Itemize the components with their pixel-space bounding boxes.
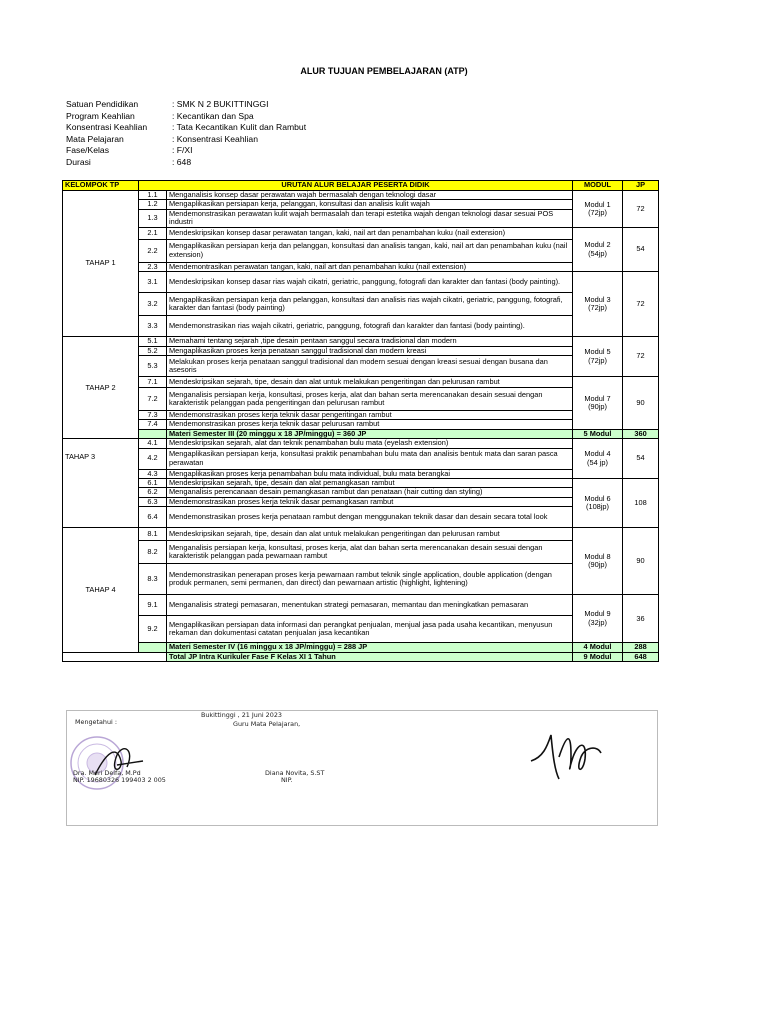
meta-key: Konsentrasi Keahlian	[66, 122, 148, 132]
total-label: Total JP Intra Kurikuler Fase F Kelas XI 1 Tahun	[167, 652, 573, 661]
tp-text: Mendemonstrasikan rias wajah cikatri, geriatric, panggung, fotografi dan karakter dan fantasi (body painting).	[167, 316, 573, 337]
tp-number: 3.2	[139, 293, 167, 316]
table-row	[63, 209, 659, 227]
summary-modul: 4 Modul	[573, 643, 623, 652]
meta-value: : 648	[172, 156, 192, 167]
page-title: ALUR TUJUAN PEMBELAJARAN (ATP)	[300, 66, 468, 76]
jp-cell: 72	[623, 191, 659, 228]
modul-name: Modul 7	[584, 393, 611, 403]
table-row	[63, 564, 659, 595]
summary-spacer	[139, 643, 167, 652]
total-spacer	[63, 652, 167, 661]
tp-text: Mendeskripsikan konsep dasar perawatan tangan, kaki, nail art dan penambahan kuku (nail extension)	[167, 227, 573, 239]
modul-cell	[573, 337, 623, 377]
meta-row	[66, 157, 306, 169]
modul-jp: (54 jp)	[587, 457, 608, 467]
table-row	[63, 616, 659, 643]
tp-text: Mendemonstrasikan penerapan proses kerja pewarnaan rambut teknik single application, double application (dengan produk permanen, semi permanen, dan direct) dan pewarnaan artistic (highlight, lightening)	[167, 564, 573, 595]
modul-cell	[573, 272, 623, 337]
modul-name: Modul 5	[584, 347, 611, 357]
meta-value: : SMK N 2 BUKITTINGGI	[172, 99, 269, 109]
table-row	[63, 239, 659, 262]
tp-number: 5.3	[139, 356, 167, 377]
modul-jp: (32jp)	[588, 617, 607, 627]
modul-cell	[573, 528, 623, 595]
header-modul: MODUL	[573, 181, 623, 191]
total-jp: 648	[623, 652, 659, 661]
table-row	[63, 356, 659, 377]
tp-number: 4.2	[139, 448, 167, 469]
tp-number: 6.2	[139, 488, 167, 497]
table-row	[63, 262, 659, 271]
tp-number: 1.3	[139, 209, 167, 227]
guru-label: Guru Mata Pelajaran,	[233, 720, 301, 728]
left-signer-name: Dra. Meri Delfa, M.Pd	[73, 769, 141, 777]
tp-text: Mendemontrasikan perawatan tangan, kaki, nail art dan penambahan kuku (nail extension)	[167, 262, 573, 271]
table-row	[63, 595, 659, 616]
tp-number: 5.2	[139, 346, 167, 355]
tp-number: 9.2	[139, 616, 167, 643]
tp-number: 5.1	[139, 337, 167, 346]
tp-number: 2.3	[139, 262, 167, 271]
tahap-label: TAHAP 2	[63, 337, 139, 439]
modul-jp: (108jp)	[586, 502, 610, 512]
modul-name: Modul 4	[584, 449, 611, 459]
table-row	[63, 346, 659, 355]
jp-cell: 54	[623, 439, 659, 479]
tp-number: 7.1	[139, 377, 167, 388]
table-row	[63, 200, 659, 209]
meta-key: Durasi	[66, 156, 91, 167]
tp-number: 7.2	[139, 388, 167, 411]
tp-number: 2.2	[139, 239, 167, 262]
meta-value: : Tata Kecantikan Kulit dan Rambut	[172, 122, 307, 132]
signature-block	[66, 710, 658, 826]
atp-table	[62, 180, 659, 662]
tp-text: Mendemonstrasikan proses kerja teknik dasar pelurusan rambut	[167, 420, 573, 429]
tp-text: Mendeskripsikan sejarah, alat dan teknik penambahan bulu mata (eyelash extension)	[167, 439, 573, 448]
modul-cell	[573, 191, 623, 228]
table-header-row	[63, 181, 659, 191]
tahap-label: TAHAP 3	[63, 439, 139, 528]
tp-number: 4.3	[139, 469, 167, 478]
jp-cell: 90	[623, 528, 659, 595]
tp-text: Melakukan proses kerja penataan sanggul tradisional dan modern sesuai dengan kreasi sesuai dengan busana dan asesoris	[167, 356, 573, 377]
summary-modul: 5 Modul	[573, 429, 623, 438]
modul-cell	[573, 479, 623, 528]
summary-jp: 360	[623, 429, 659, 438]
table-row	[63, 293, 659, 316]
tp-number: 6.1	[139, 479, 167, 488]
meta-key: Fase/Kelas	[66, 145, 109, 155]
table-row	[63, 439, 659, 448]
modul-name: Modul 9	[584, 609, 611, 619]
meta-row	[66, 134, 306, 146]
table-row	[63, 227, 659, 239]
jp-cell: 72	[623, 272, 659, 337]
meta-row	[66, 99, 306, 111]
tp-text: Memahami tentang sejarah ,tipe desain pentaan sanggul secara tradisional dan modern	[167, 337, 573, 346]
tp-text: Mendeskripsikan sejarah, tipe, desain dan alat untuk melakukan pengeritingan dan pelurusan rambut	[167, 528, 573, 541]
modul-name: Modul 6	[584, 493, 611, 503]
modul-cell	[573, 595, 623, 643]
tp-number: 1.1	[139, 191, 167, 200]
jp-cell: 72	[623, 337, 659, 377]
meta-value: : Konsentrasi Keahlian	[172, 133, 258, 144]
tp-text: Menganalisis konsep dasar perawatan wajah bermasalah dengan teknologi dasar	[167, 191, 573, 200]
total-row	[63, 652, 659, 661]
table-row	[63, 488, 659, 497]
modul-jp: (90jp)	[588, 401, 607, 411]
tp-text: Menganalisis persiapan kerja, konsultasi, proses kerja, alat dan bahan serta merencanakan desain sesuai dengan karakteristik pelanggan pada pengeritingan dan pelurusan rambut	[167, 388, 573, 411]
modul-jp: (72jp)	[588, 207, 607, 217]
modul-name: Modul 8	[584, 551, 611, 561]
modul-cell	[573, 439, 623, 479]
modul-jp: (72jp)	[588, 355, 607, 365]
meta-row	[66, 111, 306, 123]
meta-value: : Kecantikan dan Spa	[172, 110, 254, 121]
tp-text: Menganalisis strategi pemasaran, menentukan strategi pemasaran, memantau dan meningkatkan pemasaran	[167, 595, 573, 616]
tahap-label: TAHAP 4	[63, 528, 139, 652]
table-row	[63, 316, 659, 337]
right-signer-name: Diana Novita, S.ST	[265, 769, 325, 777]
tp-number: 8.1	[139, 528, 167, 541]
tp-text: Mengaplikasikan persiapan kerja dan pelanggan, konsultasi dan analisis tangan, kaki, nail art dan penambahan kuku (nail extension)	[167, 239, 573, 262]
modul-name: Modul 1	[584, 199, 611, 209]
table-row	[63, 272, 659, 293]
summary-label: Materi Semester IV (16 minggu x 18 JP/minggu) = 288 JP	[167, 643, 573, 652]
tp-number: 9.1	[139, 595, 167, 616]
meta-row	[66, 122, 306, 134]
meta-key: Mata Pelajaran	[66, 133, 124, 144]
jp-cell: 108	[623, 479, 659, 528]
tp-text: Mendeskripsikan sejarah, tipe, desain dan alat pemangkasan rambut	[167, 479, 573, 488]
right-signer-nip: NIP.	[281, 776, 293, 784]
tp-text: Mendemonstrasikan proses kerja teknik dasar pemangkasan rambut	[167, 497, 573, 506]
tp-number: 7.4	[139, 420, 167, 429]
tp-text: Menganalisis perencanaan desain pemangkasan rambut dan penataan (hair cutting dan styling)	[167, 488, 573, 497]
tp-number: 6.4	[139, 507, 167, 528]
table-row	[63, 420, 659, 429]
meta-key: Satuan Pendidikan	[66, 99, 139, 109]
tp-text: Mengaplikasikan persiapan kerja dan pelanggan, konsultasi dan analisis rias wajah cikatri, geriatric, panggung, fotografi, karakter dan fantasi (body painting)	[167, 293, 573, 316]
signature-date: Bukittinggi , 21 Juni 2023	[201, 711, 282, 719]
tp-text: Mendemonstrasikan proses kerja teknik dasar pengeritingan rambut	[167, 411, 573, 420]
modul-jp: (54jp)	[588, 248, 607, 258]
summary-row	[63, 643, 659, 652]
meta-row	[66, 145, 306, 157]
tp-text: Mengaplikasikan proses kerja penataan sanggul tradisional dan modern kreasi	[167, 346, 573, 355]
left-signer-nip: NIP. 19680326 199403 2 005	[73, 776, 166, 784]
tp-number: 4.1	[139, 439, 167, 448]
table-row	[63, 507, 659, 528]
modul-cell	[573, 227, 623, 271]
table-row	[63, 528, 659, 541]
tp-number: 8.2	[139, 541, 167, 564]
jp-cell: 90	[623, 377, 659, 430]
tahap-label: TAHAP 1	[63, 191, 139, 337]
summary-label: Materi Semester III (20 minggu x 18 JP/minggu) = 360 JP	[167, 429, 573, 438]
table-row	[63, 541, 659, 564]
header-kelompok: KELOMPOK TP	[63, 181, 139, 191]
jp-cell: 54	[623, 227, 659, 271]
modul-cell	[573, 377, 623, 430]
tp-text: Mengaplikasikan persiapan data informasi dan perangkat penjualan, menjual jasa pada usaha kecantikan, menyusun rekaman dan dokumentasi catatan penjualan jasa kecantikan	[167, 616, 573, 643]
tp-number: 6.3	[139, 497, 167, 506]
tp-number: 3.3	[139, 316, 167, 337]
table-row	[63, 497, 659, 506]
tp-text: Mendeskripsikan sejarah, tipe, desain dan alat untuk melakukan pengeritingan dan pelurusan rambut	[167, 377, 573, 388]
tp-text: Mengaplikasikan persiapan kerja, konsultasi praktik penambahan bulu mata dan analisis bentuk mata dan saran pasca perawatan	[167, 448, 573, 469]
header-jp: JP	[623, 181, 659, 191]
tp-text: Mendeskripsikan konsep dasar rias wajah cikatri, geriatric, panggung, fotografi dan karakter dan fantasi (body painting).	[167, 272, 573, 293]
modul-name: Modul 3	[584, 294, 611, 304]
meta-key: Program Keahlian	[66, 110, 135, 121]
tp-number: 1.2	[139, 200, 167, 209]
tp-number: 3.1	[139, 272, 167, 293]
tp-number: 7.3	[139, 411, 167, 420]
tp-text: Mendemonstrasikan perawatan kulit wajah bermasalah dan terapi estetika wajah dengan teknologi dasar sesuai POS industri	[167, 209, 573, 227]
tp-text: Mengaplikasikan proses kerja penambahan bulu mata individual, bulu mata berangkai	[167, 469, 573, 478]
table-row	[63, 337, 659, 346]
mengetahui-label: Mengetahui :	[75, 718, 117, 726]
table-row	[63, 448, 659, 469]
tp-text: Mengaplikasikan persiapan kerja, pelanggan, konsultasi dan analisis kulit wajah	[167, 200, 573, 209]
table-row	[63, 388, 659, 411]
modul-jp: (72jp)	[588, 303, 607, 313]
tp-text: Mendemonstrasikan proses kerja penataan rambut dengan menggunakan teknik dasar dan desain secara total look	[167, 507, 573, 528]
header-urutan: URUTAN ALUR BELAJAR PESERTA DIDIK	[139, 181, 573, 191]
jp-cell: 36	[623, 595, 659, 643]
summary-jp: 288	[623, 643, 659, 652]
signature-right-icon	[527, 727, 607, 787]
tp-number: 8.3	[139, 564, 167, 595]
total-modul: 9 Modul	[573, 652, 623, 661]
modul-name: Modul 2	[584, 240, 611, 250]
tp-number: 2.1	[139, 227, 167, 239]
table-row	[63, 377, 659, 388]
tp-text: Menganalisis persiapan kerja, konsultasi, proses kerja, alat dan bahan serta merencanakan desain sesuai dengan karakteristik pelanggan pada pewarnaan rambut	[167, 541, 573, 564]
meta-value: : F/XI	[172, 145, 193, 155]
identity-block	[66, 99, 306, 168]
modul-jp: (90jp)	[588, 560, 607, 570]
